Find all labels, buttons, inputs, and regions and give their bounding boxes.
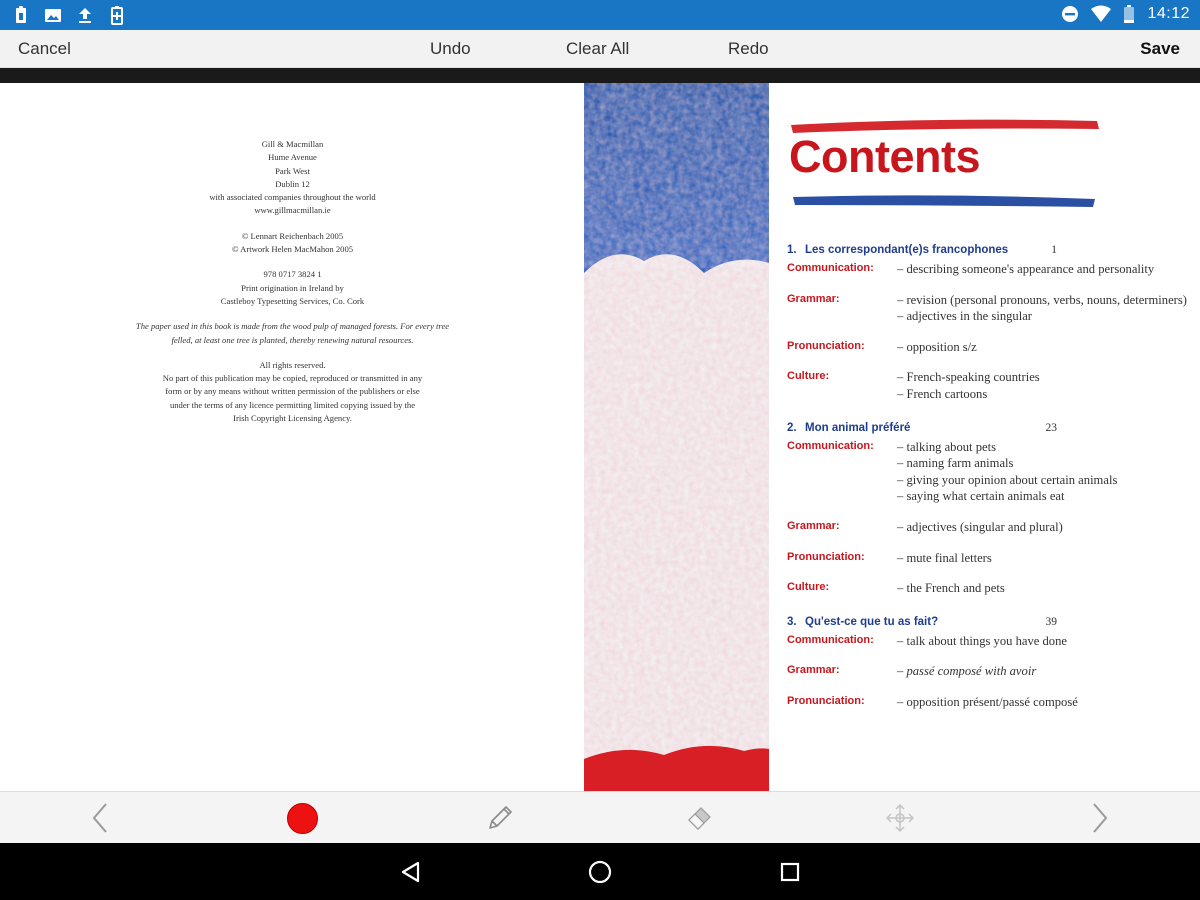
section-label: Pronunciation:	[787, 694, 865, 707]
chapter-heading	[787, 239, 1187, 261]
paper-notice	[100, 320, 485, 347]
back-button[interactable]	[395, 857, 425, 887]
chapter-page: 23	[1045, 421, 1057, 434]
system-navigation-bar	[0, 843, 1200, 900]
flag-painting	[584, 83, 769, 791]
section-label: Culture:	[787, 581, 830, 594]
section-items	[897, 369, 1187, 402]
upload-icon	[76, 5, 94, 25]
chapter-heading	[787, 611, 1187, 633]
chapter-number: 2.	[787, 421, 797, 434]
toc-section	[787, 633, 1187, 650]
imprint-text	[100, 138, 485, 425]
section-label: Culture:	[787, 370, 830, 383]
eraser-icon	[684, 802, 716, 834]
chapter-2	[787, 417, 1187, 597]
imprint-line: under the terms of any licence permitting limited copying issued by the	[169, 399, 416, 410]
chevron-right-icon	[1090, 802, 1110, 834]
imprint-line: www.gillmacmillan.ie	[254, 205, 331, 216]
imprint-line: © Lennart Reichenbach 2005	[241, 230, 344, 241]
clock: 14:12	[1147, 5, 1190, 22]
section-items	[897, 439, 1187, 505]
section-items	[897, 339, 1187, 356]
section-item: – the French and pets	[897, 581, 1005, 596]
section-label: Grammar:	[787, 292, 840, 305]
imprint-line: Print origination in Ireland by	[241, 282, 344, 293]
section-items	[897, 550, 1187, 567]
section-item: – revision (personal pronouns, verbs, nouns, determiners)	[897, 292, 1187, 307]
section-label: Pronunciation:	[787, 339, 865, 352]
chapter-heading	[787, 417, 1187, 439]
imprint-line: felled, at least one tree is planted, thereby renewing natural resources.	[171, 334, 414, 345]
chevron-left-icon	[90, 802, 110, 834]
battery-icon	[1123, 4, 1135, 24]
toc-section	[787, 369, 1187, 402]
section-item: – French cartoons	[897, 386, 988, 401]
section-item: – describing someone's appearance and personality	[897, 262, 1155, 276]
french-flag-artwork	[584, 83, 769, 791]
copyright	[100, 230, 485, 257]
toc-section	[787, 694, 1187, 711]
chapter-title: Mon animal préféré	[805, 421, 911, 434]
left-page[interactable]	[0, 83, 584, 791]
section-item: – talking about pets	[897, 439, 996, 454]
pencil-tool-button[interactable]	[478, 792, 522, 844]
color-picker-button[interactable]	[280, 792, 324, 844]
toc-section	[787, 663, 1187, 680]
toc-section	[787, 261, 1187, 278]
chapter-title: Qu'est-ce que tu as fait?	[805, 615, 939, 628]
next-page-button[interactable]	[1078, 792, 1122, 844]
section-item: – mute final letters	[897, 550, 992, 565]
section-item: – opposition présent/passé composé	[897, 694, 1078, 709]
clear-all-button[interactable]: Clear All	[566, 39, 630, 58]
page-title: Contents	[789, 131, 980, 182]
imprint-line: All rights reserved.	[259, 359, 326, 370]
move-icon	[884, 802, 916, 834]
chapter-title: Les correspondant(e)s francophones	[805, 244, 1009, 256]
imprint-line: 978 0717 3824 1	[263, 269, 322, 280]
section-label: Grammar:	[787, 519, 840, 532]
section-label: Communication:	[787, 633, 874, 646]
toc-section	[787, 339, 1187, 356]
section-item: – saying what certain animals eat	[897, 489, 1065, 504]
recents-button[interactable]	[775, 857, 805, 887]
section-label: Communication:	[787, 262, 874, 274]
section-item: – talk about things you have done	[897, 633, 1067, 648]
redo-button[interactable]: Redo	[728, 39, 769, 58]
action-bar	[0, 30, 1200, 68]
save-button[interactable]: Save	[1140, 39, 1180, 58]
toc-section	[787, 439, 1187, 505]
isbn-block	[100, 268, 485, 308]
wifi-icon	[1091, 5, 1111, 23]
section-items	[897, 580, 1187, 597]
undo-button[interactable]: Undo	[430, 39, 471, 58]
toc-section	[787, 550, 1187, 567]
system-icons	[1061, 4, 1190, 24]
color-swatch-red	[287, 803, 318, 834]
move-tool-button[interactable]	[878, 792, 922, 844]
status-bar	[0, 0, 1200, 30]
section-item: – adjectives (singular and plural)	[897, 519, 1063, 534]
imprint-line: Hume Avenue	[268, 152, 317, 163]
chapter-3	[787, 611, 1187, 711]
toc-section	[787, 292, 1187, 325]
chapter-page: 1	[1051, 244, 1057, 256]
imprint-line: No part of this publication may be copied, reproduced or transmitted in any	[162, 373, 423, 384]
battery-saver-icon	[108, 5, 126, 25]
imprint-line: The paper used in this book is made from the wood pulp of managed forests. For every tree	[135, 321, 450, 332]
home-button[interactable]	[585, 857, 615, 887]
imprint-line: Park West	[275, 165, 310, 176]
pencil-icon	[484, 802, 516, 834]
eraser-tool-button[interactable]	[678, 792, 722, 844]
section-items	[897, 519, 1187, 536]
right-page[interactable]	[769, 83, 1200, 791]
section-item: – French-speaking countries	[897, 370, 1040, 385]
chapter-number: 1.	[787, 244, 797, 256]
imprint-line: form or by any means without written permission of the publishers or else	[165, 386, 420, 397]
chapter-number: 3.	[787, 615, 797, 628]
back-icon	[399, 860, 421, 884]
imprint-line: Castleboy Typesetting Services, Co. Cork	[220, 295, 365, 306]
toc-section	[787, 519, 1187, 536]
section-item: – opposition s/z	[897, 339, 977, 354]
chapter-1	[787, 239, 1187, 403]
clipboard-icon	[12, 5, 30, 25]
chapter-page: 39	[1045, 615, 1057, 628]
section-items	[897, 261, 1187, 278]
imprint-line: Dublin 12	[275, 178, 310, 189]
home-icon	[587, 859, 613, 885]
section-item: – adjectives in the singular	[897, 309, 1032, 324]
imprint-line: Irish Copyright Licensing Agency.	[233, 413, 352, 424]
section-item: – giving your opinion about certain animals	[897, 472, 1118, 487]
recents-icon	[779, 861, 801, 883]
toc-section	[787, 580, 1187, 597]
section-items	[897, 633, 1187, 650]
section-items	[897, 663, 1187, 680]
imprint-line: with associated companies throughout the world	[209, 192, 376, 203]
section-item: – naming farm animals	[897, 456, 1014, 471]
imprint-line: © Artwork Helen MacMahon 2005	[231, 244, 354, 255]
section-label: Grammar:	[787, 664, 840, 677]
cancel-button[interactable]: Cancel	[18, 39, 71, 58]
notification-icons	[12, 5, 126, 25]
section-items	[897, 292, 1187, 325]
previous-page-button[interactable]	[78, 792, 122, 844]
section-label: Communication:	[787, 439, 874, 452]
imprint-line: Gill & Macmillan	[261, 139, 324, 149]
section-items	[897, 694, 1187, 711]
rights-notice	[100, 359, 485, 425]
drawing-toolbar	[0, 791, 1200, 843]
do-not-disturb-icon	[1061, 5, 1079, 23]
publisher-address	[100, 138, 485, 218]
table-of-contents	[787, 239, 1187, 725]
page-top-divider	[0, 68, 1200, 83]
section-item: – passé composé with avoir	[897, 664, 1037, 679]
image-icon	[44, 5, 62, 25]
section-label: Pronunciation:	[787, 550, 865, 563]
